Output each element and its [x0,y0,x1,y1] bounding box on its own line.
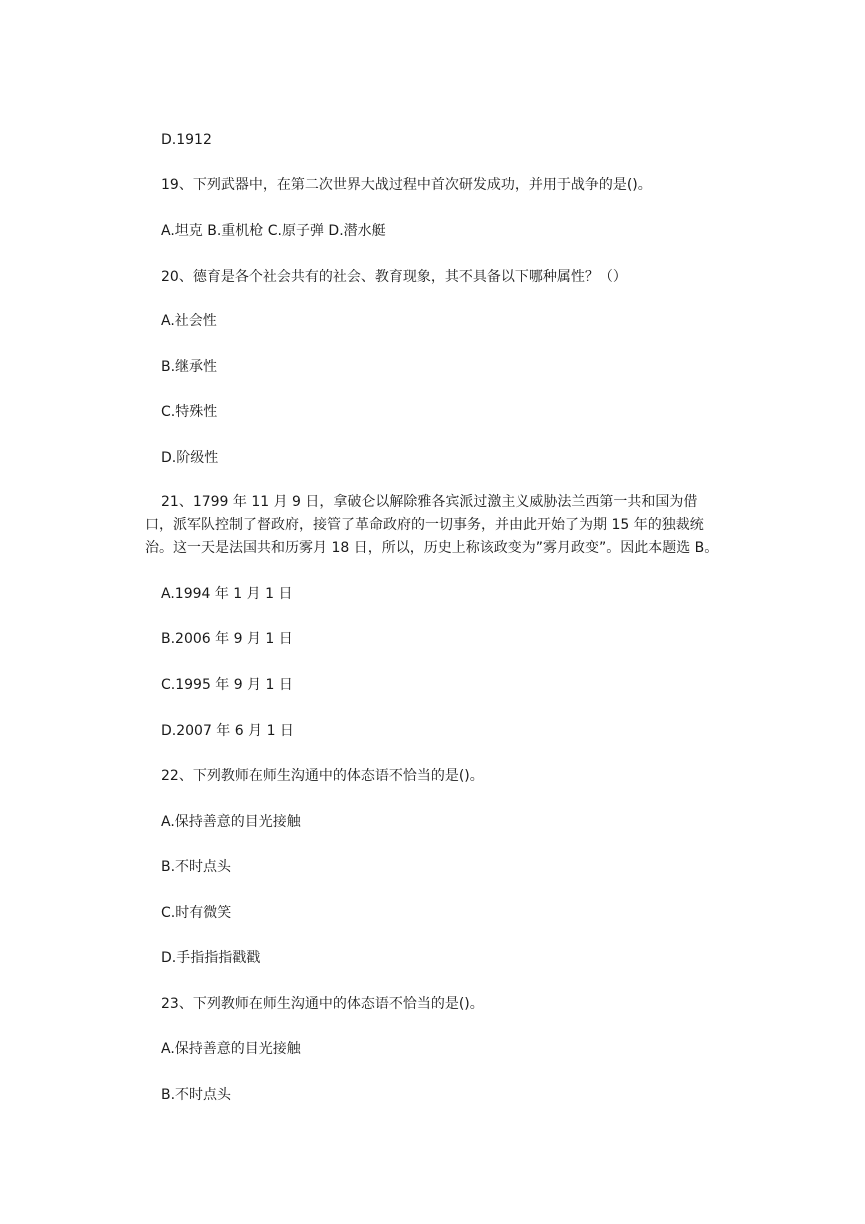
question-22-option-a: A.保持善意的目光接触 [161,814,301,830]
question-21-paragraph [145,491,733,560]
question-22-option-b: B.不时点头 [161,859,232,875]
question-20-option-b: B.继承性 [161,359,218,375]
question-22-option-c: C.时有微笑 [161,905,232,921]
question-19: 19、下列武器中，在第二次世界大战过程中首次研发成功，并用于战争的是()。 [161,177,652,193]
question-23-option-a: A.保持善意的目光接触 [161,1041,301,1057]
question-20: 20、德育是各个社会共有的社会、教育现象，其不具备以下哪种属性？（） [161,269,627,285]
question-21-line-1: 21、1799 年 11 月 9 日，拿破仑以解除雅各宾派过激主义威胁法兰西第一共和国为借 [161,494,698,510]
question-19-options: A.坦克 B.重机枪 C.原子弹 D.潜水艇 [161,223,386,239]
question-21-line-3: 治。这一天是法国共和历雾月 18 日，所以，历史上称该政变为”雾月政变”。因此本题选 B。 [145,540,719,556]
question-23: 23、下列教师在师生沟通中的体态语不恰当的是()。 [161,996,484,1012]
option-d-1912: D.1912 [161,132,212,148]
question-22: 22、下列教师在师生沟通中的体态语不恰当的是()。 [161,768,484,784]
question-22-option-d: D.手指指指戳戳 [161,950,261,966]
question-21-line-2: 口，派军队控制了督政府，接管了革命政府的一切事务，并由此开始了为期 15 年的独裁统 [145,517,704,533]
question-21-option-c: C.1995 年 9 月 1 日 [161,677,293,693]
question-21-option-b: B.2006 年 9 月 1 日 [161,631,293,647]
question-23-option-b: B.不时点头 [161,1087,232,1103]
question-21-option-d: D.2007 年 6 月 1 日 [161,723,294,739]
question-20-option-a: A.社会性 [161,313,217,329]
question-20-option-c: C.特殊性 [161,404,218,420]
question-21-option-a: A.1994 年 1 月 1 日 [161,586,293,602]
question-20-option-d: D.阶级性 [161,450,219,466]
